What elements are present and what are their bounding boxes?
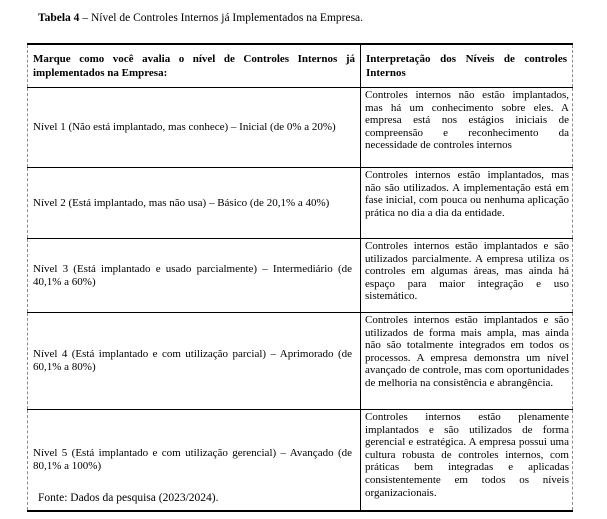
table-caption-text: – Nível de Controles Internos já Implementados na Empresa. — [79, 12, 364, 24]
header-row — [28, 44, 573, 88]
interpretation-cell: Controles internos estão plenamente implantados e são utilizados de forma gerencial e estratégica. A empresa possui uma cultura robusta de controles internos, com práticas bem integradas e aplicadas consistentemente em todos os níveis organizacionais. — [365, 411, 569, 499]
level-cell: Nível 1 (Não está implantado, mas conhece) – Inicial (de 0% a 20%) — [28, 88, 361, 168]
table-row-level-2 — [28, 168, 573, 239]
level-cell: Nível 5 (Está implantado e com utilização gerencial) – Avançado (de 80,1% a 100%) — [28, 410, 361, 512]
internal-controls-table — [27, 43, 573, 512]
source-note: Fonte: Dados da pesquisa (2023/2024). — [38, 492, 219, 504]
interpretation-cell: Controles internos estão implantados e são utilizados parcialmente. A empresa utiliza os controles em algumas áreas, mas ainda há espaço para maior integração e uso sistemático. — [361, 239, 573, 313]
table-row-level-3 — [28, 239, 573, 313]
table-caption-label: Tabela 4 — [38, 12, 80, 24]
level-cell: Nível 3 (Está implantado e usado parcialmente) – Intermediário (de 40,1% a 60%) — [28, 239, 361, 313]
table-row-level-4 — [28, 313, 573, 410]
interpretation-cell: Controles internos estão implantados e são utilizados de forma mais ampla, mas ainda não são totalmente integrados em todos os processos. A empresa demonstra um nível avançado de controle, mas com oportunidades de melhoria na consistência e abrangência. — [361, 313, 573, 410]
column-header-interpretation: Interpretação dos Níveis de controles Internos — [361, 44, 573, 88]
interpretation-cell: Controles internos não estão implantados, mas há um conhecimento sobre eles. A empresa está nos estágios iniciais de compreensão e reconhecimento da necessidade de controles internos — [361, 88, 573, 168]
interpretation-cell: Controles internos estão implantados, mas não são utilizados. A implementação está em fase inicial, com pouca ou nenhuma aplicação prática no dia a dia da entidade. — [361, 168, 573, 239]
level-cell: Nível 4 (Está implantado e com utilização parcial) – Aprimorado (de 60,1% a 80%) — [28, 313, 361, 410]
column-header-question: Marque como você avalia o nível de Controles Internos já implementados na Empresa: — [28, 44, 361, 88]
table-caption — [38, 12, 363, 24]
table-row-level-1 — [28, 88, 573, 168]
level-cell: Nível 2 (Está implantado, mas não usa) – Básico (de 20,1% a 40%) — [28, 168, 361, 239]
